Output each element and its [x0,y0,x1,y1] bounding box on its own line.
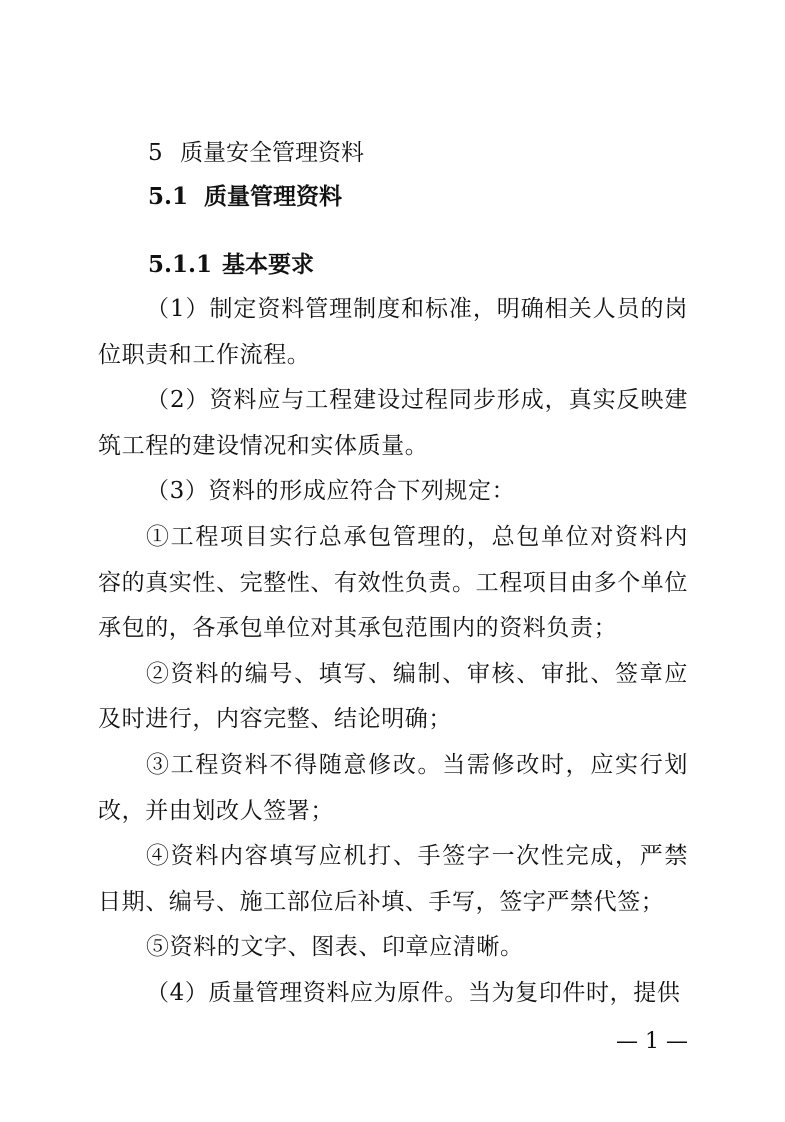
paragraph: （4）质量管理资料应为原件。当为复印件时，提供 [146,979,681,1006]
section-number: 5.1 [148,183,189,210]
subsection-number: 5.1.1 [148,251,213,278]
paragraph: ⑤资料的文字、图表、印章应清晰。 [146,934,524,961]
section-heading [148,180,342,214]
section-title: 质量管理资料 [204,183,342,210]
paragraph: （2）资料应与工程建设过程同步形成，真实反映建筑工程的建设情况和实体质量。 [98,387,688,459]
paragraph: ④资料内容填写应机打、手签字一次性完成，严禁日期、编号、施工部位后补填、手写，签字严禁代签； [98,843,688,915]
paragraph: （3）资料的形成应符合下列规定： [146,478,516,505]
page-number: — 1 — [616,1029,688,1054]
body-text [98,287,688,1017]
paragraph: （1）制定资料管理制度和标准，明确相关人员的岗位职责和工作流程。 [98,296,688,368]
paragraph: ①工程项目实行总承包管理的，总包单位对资料内容的真实性、完整性、有效性负责。工程项目由多个单位承包的，各承包单位对其承包范围内的资料负责； [98,523,688,642]
paragraph: ③工程资料不得随意修改。当需修改时，应实行划改，并由划改人签署； [98,751,688,824]
paragraph: ②资料的编号、填写、编制、审核、审批、签章应及时进行，内容完整、结论明确； [98,660,688,733]
chapter-heading [148,136,364,170]
chapter-title: 质量安全管理资料 [180,140,364,166]
subsection-heading [148,248,314,282]
chapter-number: 5 [148,140,163,166]
subsection-title: 基本要求 [222,251,314,278]
